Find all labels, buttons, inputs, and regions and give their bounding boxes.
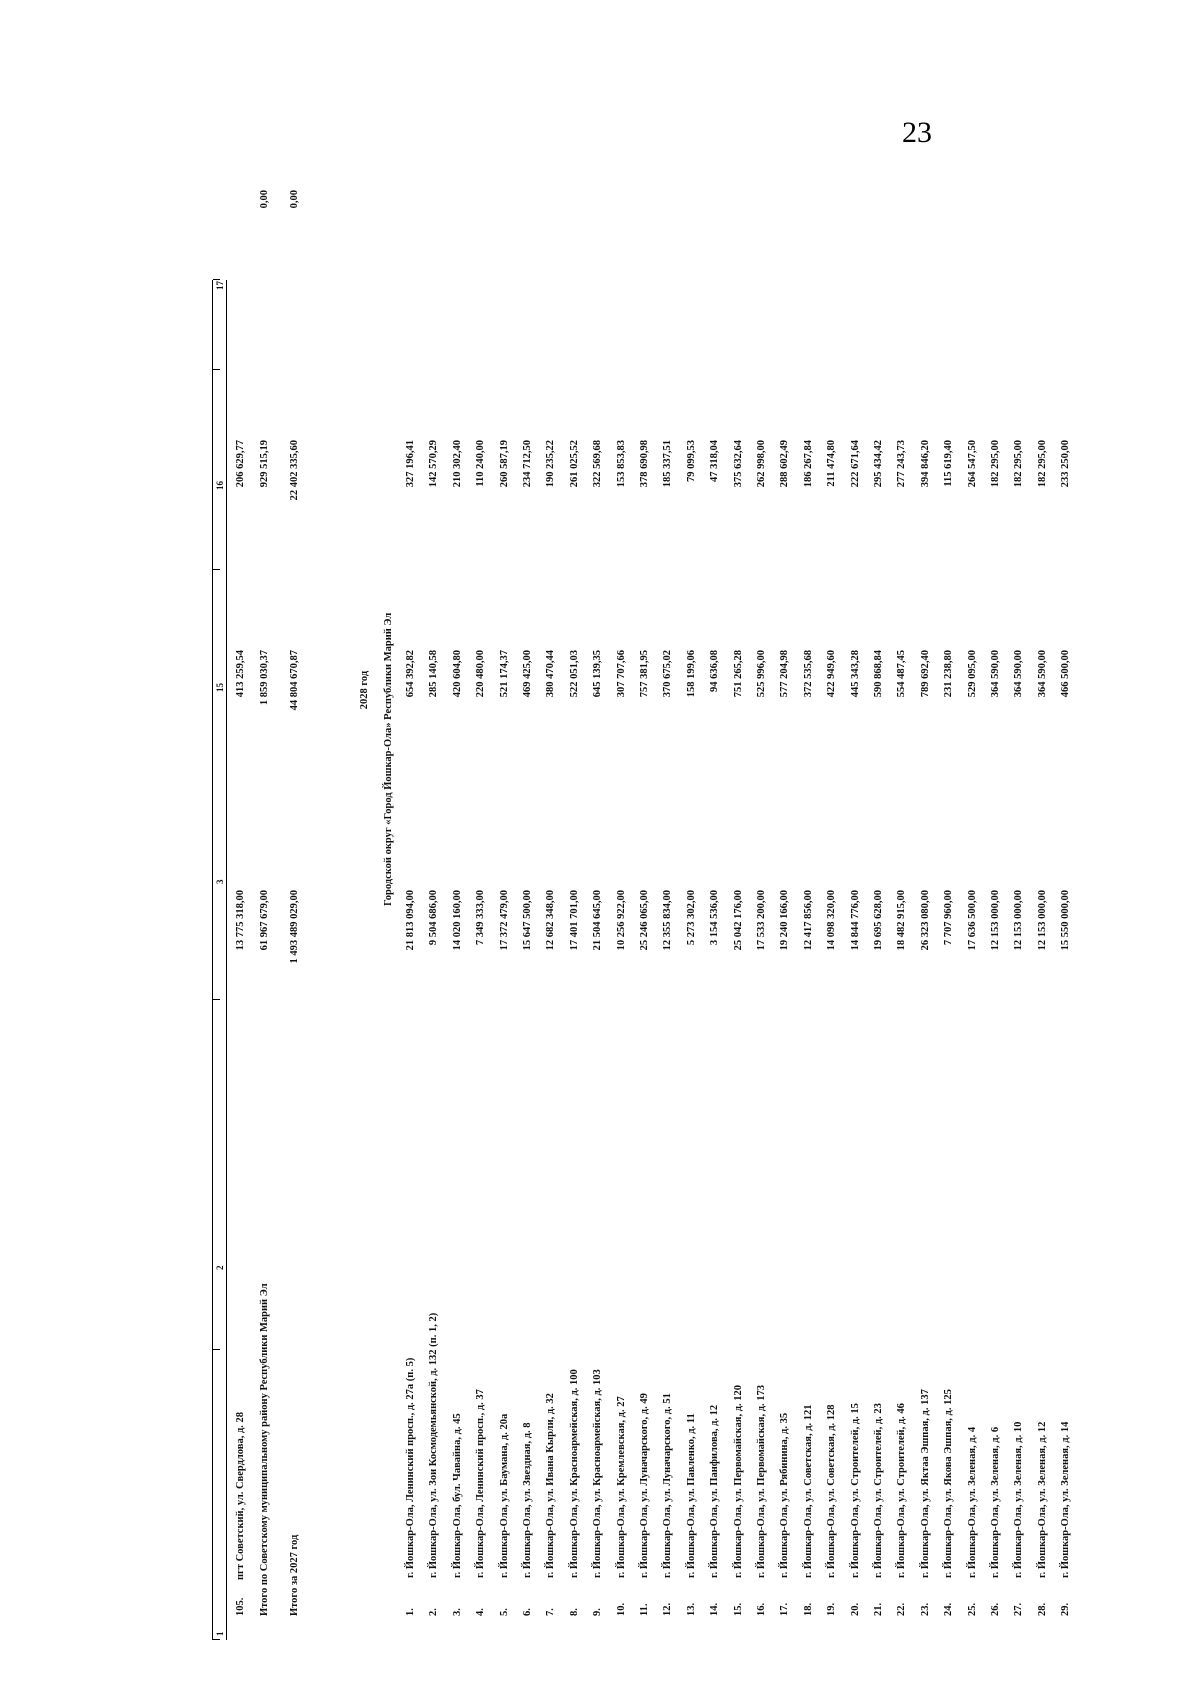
row-col-16: 182 295,00 bbox=[1037, 440, 1048, 488]
row-number: 27. bbox=[1013, 1602, 1024, 1616]
row-col-16: 47 318,04 bbox=[709, 440, 720, 482]
header-divider bbox=[213, 1349, 220, 1350]
row-col-16: 182 295,00 bbox=[990, 440, 1001, 488]
row-number: 105. bbox=[235, 1597, 246, 1616]
row-col-3: 25 246 065,00 bbox=[639, 890, 650, 951]
row-col-3: 21 504 645,00 bbox=[592, 890, 603, 951]
row-col-3: 61 967 679,00 bbox=[259, 890, 270, 951]
row-address: Итого по Советскому муниципальному району Республики Марий Эл bbox=[259, 1283, 270, 1616]
row-col-3: 19 695 628,00 bbox=[873, 890, 884, 951]
row-col-3: 15 647 500,00 bbox=[522, 890, 533, 951]
row-col-3: 7 349 333,00 bbox=[475, 890, 486, 946]
row-number: 25. bbox=[967, 1602, 978, 1616]
header-divider bbox=[213, 999, 220, 1000]
row-col-3: 13 775 318,00 bbox=[235, 890, 246, 951]
row-col-3: 12 355 834,00 bbox=[662, 890, 673, 951]
row-address: г. Йошкар-Ола, ул. Зои Космодемьянской, д. 132 (п. 1, 2) bbox=[428, 1312, 439, 1578]
column-header-16: 16 bbox=[215, 481, 225, 490]
row-col-15: 525 996,00 bbox=[756, 650, 767, 698]
row-col-16: 929 515,19 bbox=[259, 440, 270, 488]
row-col-15: 654 392,82 bbox=[405, 650, 416, 698]
row-col-15: 522 051,03 bbox=[569, 650, 580, 698]
column-header-17: 17 bbox=[215, 281, 225, 290]
row-col-15: 307 707,66 bbox=[616, 650, 627, 698]
row-col-15: 158 199,06 bbox=[686, 650, 697, 698]
row-address: г. Йошкар-Ола, ул. Красноармейская, д. 103 bbox=[592, 1369, 603, 1578]
row-col-15: 757 381,95 bbox=[639, 650, 650, 698]
district-heading: Городской округ «Город Йошкар-Ола» Республики Марий Эл bbox=[383, 612, 394, 906]
row-col-15: 285 140,58 bbox=[428, 650, 439, 698]
row-number: 23. bbox=[920, 1602, 931, 1616]
row-col-16: 234 712,50 bbox=[522, 440, 533, 488]
row-col-15: 521 174,37 bbox=[499, 650, 510, 698]
row-address: г. Йошкар-Ола, ул. Баумана, д. 20а bbox=[499, 1413, 510, 1578]
row-col-16: 22 402 335,60 bbox=[289, 440, 300, 501]
header-divider bbox=[213, 279, 220, 280]
row-address: г. Йошкар-Ола, ул. Зеленая, д. 4 bbox=[967, 1426, 978, 1578]
row-col-16: 115 619,40 bbox=[943, 440, 954, 487]
row-col-16: 142 570,29 bbox=[428, 440, 439, 488]
row-col-3: 19 240 166,00 bbox=[779, 890, 790, 951]
row-number: 21. bbox=[873, 1602, 884, 1616]
row-col-3: 12 153 000,00 bbox=[990, 890, 1001, 951]
row-number: 29. bbox=[1060, 1602, 1071, 1616]
row-col-3: 26 323 080,00 bbox=[920, 890, 931, 951]
row-number: 2. bbox=[428, 1608, 439, 1616]
row-col-15: 220 480,00 bbox=[475, 650, 486, 698]
row-col-16: 288 602,49 bbox=[779, 440, 790, 488]
row-address: г. Йошкар-Ола, ул. Первомайская, д. 173 bbox=[756, 1384, 767, 1578]
row-col-16: 185 337,51 bbox=[662, 440, 673, 488]
row-number: 4. bbox=[475, 1608, 486, 1616]
row-address: г. Йошкар-Ола, ул. Зеленая, д. 6 bbox=[990, 1426, 1001, 1578]
row-col-16: 190 235,22 bbox=[545, 440, 556, 488]
row-col-17: 0,00 bbox=[259, 190, 270, 209]
row-number: 20. bbox=[850, 1602, 861, 1616]
row-col-16: 233 250,00 bbox=[1060, 440, 1071, 488]
row-address: г. Йошкар-Ола, ул. Якова Эшпая, д. 125 bbox=[943, 1389, 954, 1578]
row-col-15: 364 590,00 bbox=[1037, 650, 1048, 698]
row-col-16: 79 099,53 bbox=[686, 440, 697, 482]
row-number: 3. bbox=[452, 1608, 463, 1616]
row-col-15: 645 139,35 bbox=[592, 650, 603, 698]
row-col-16: 222 671,64 bbox=[850, 440, 861, 488]
row-col-15: 445 343,28 bbox=[850, 650, 861, 698]
row-col-15: 94 636,08 bbox=[709, 650, 720, 692]
row-number: 15. bbox=[733, 1602, 744, 1616]
header-bottom-rule bbox=[226, 280, 227, 1640]
row-address: г. Йошкар-Ола, ул. Первомайская, д. 120 bbox=[733, 1384, 744, 1578]
row-address: г. Йошкар-Ола, бул. Чавайна, д. 45 bbox=[452, 1413, 463, 1578]
header-top-rule bbox=[212, 280, 213, 1640]
row-col-15: 751 265,28 bbox=[733, 650, 744, 698]
row-col-3: 15 550 000,00 bbox=[1060, 890, 1071, 951]
row-col-16: 277 243,73 bbox=[896, 440, 907, 488]
row-col-15: 789 692,40 bbox=[920, 650, 931, 698]
row-col-3: 18 482 915,00 bbox=[896, 890, 907, 951]
row-col-3: 3 154 536,00 bbox=[709, 890, 720, 946]
row-address: г. Йошкар-Ола, ул. Строителей, д. 15 bbox=[850, 1403, 861, 1578]
row-address: г. Йошкар-Ола, ул. Советская, д. 121 bbox=[803, 1404, 814, 1578]
row-col-3: 9 504 686,00 bbox=[428, 890, 439, 946]
row-col-15: 466 500,00 bbox=[1060, 650, 1071, 698]
row-col-3: 10 256 922,00 bbox=[616, 890, 627, 951]
row-address: г. Йошкар-Ола, ул. Луначарского, д. 49 bbox=[639, 1393, 650, 1578]
row-col-16: 262 998,00 bbox=[756, 440, 767, 488]
row-col-15: 422 949,60 bbox=[826, 650, 837, 698]
row-address: г. Йошкар-Ола, ул. Рябинина, д. 35 bbox=[779, 1412, 790, 1578]
row-col-15: 44 804 670,87 bbox=[289, 650, 300, 711]
column-header-1: 1 bbox=[215, 1631, 225, 1636]
row-col-16: 378 690,98 bbox=[639, 440, 650, 488]
row-number: 11. bbox=[639, 1603, 650, 1616]
row-address: г. Йошкар-Ола, ул. Зеленая, д. 14 bbox=[1060, 1421, 1071, 1578]
row-col-15: 372 535,68 bbox=[803, 650, 814, 698]
row-address: г. Йошкар-Ола, ул. Кремлевская, д. 27 bbox=[616, 1396, 627, 1578]
row-number: 1. bbox=[405, 1608, 416, 1616]
row-address: Итого за 2027 год bbox=[289, 1534, 300, 1616]
row-address: г. Йошкар-Ола, ул. Строителей, д. 23 bbox=[873, 1403, 884, 1578]
row-col-16: 206 629,77 bbox=[235, 440, 246, 488]
row-col-16: 182 295,00 bbox=[1013, 440, 1024, 488]
row-number: 18. bbox=[803, 1602, 814, 1616]
row-col-15: 364 590,00 bbox=[990, 650, 1001, 698]
page-number: 23 bbox=[902, 116, 932, 149]
row-address: г. Йошкар-Ола, ул. Советская, д. 128 bbox=[826, 1404, 837, 1578]
row-col-16: 375 632,64 bbox=[733, 440, 744, 488]
row-address: г. Йошкар-Ола, Ленинский просп., д. 37 bbox=[475, 1389, 486, 1578]
row-col-3: 14 098 320,00 bbox=[826, 890, 837, 951]
row-col-16: 327 196,41 bbox=[405, 440, 416, 488]
row-number: 17. bbox=[779, 1602, 790, 1616]
header-divider bbox=[213, 369, 220, 370]
row-address: пгт Советский, ул. Свердлова, д. 28 bbox=[235, 1411, 246, 1580]
column-header-15: 15 bbox=[215, 683, 225, 692]
row-address: г. Йошкар-Ола, ул. Зеленая, д. 10 bbox=[1013, 1421, 1024, 1578]
row-col-15: 380 470,44 bbox=[545, 650, 556, 698]
header-divider bbox=[213, 569, 220, 570]
row-number: 24. bbox=[943, 1602, 954, 1616]
row-col-15: 590 868,84 bbox=[873, 650, 884, 698]
row-col-15: 577 204,98 bbox=[779, 650, 790, 698]
row-col-16: 322 569,68 bbox=[592, 440, 603, 488]
column-header-3: 3 bbox=[215, 879, 225, 884]
row-col-3: 17 401 701,00 bbox=[569, 890, 580, 951]
row-address: г. Йошкар-Ола, ул. Ивана Кырли, д. 32 bbox=[545, 1393, 556, 1578]
row-number: 6. bbox=[522, 1608, 533, 1616]
row-number: 19. bbox=[826, 1602, 837, 1616]
row-col-17: 0,00 bbox=[289, 190, 300, 209]
row-col-16: 295 434,42 bbox=[873, 440, 884, 488]
row-col-16: 264 547,50 bbox=[967, 440, 978, 488]
row-number: 14. bbox=[709, 1602, 720, 1616]
row-number: 28. bbox=[1037, 1602, 1048, 1616]
row-col-16: 186 267,84 bbox=[803, 440, 814, 488]
row-number: 10. bbox=[616, 1602, 627, 1616]
row-col-15: 231 238,80 bbox=[943, 650, 954, 698]
row-col-3: 17 636 500,00 bbox=[967, 890, 978, 951]
row-number: 7. bbox=[545, 1608, 556, 1616]
row-col-15: 529 095,00 bbox=[967, 650, 978, 698]
row-address: г. Йошкар-Ола, ул. Луначарского, д. 51 bbox=[662, 1393, 673, 1578]
row-col-16: 211 474,80 bbox=[826, 440, 837, 487]
rotated-table-page bbox=[212, 140, 1112, 1640]
row-number: 26. bbox=[990, 1602, 1001, 1616]
row-address: г. Йошкар-Ола, ул. Строителей, д. 46 bbox=[896, 1403, 907, 1578]
row-col-16: 110 240,00 bbox=[475, 440, 486, 487]
row-number: 9. bbox=[592, 1608, 603, 1616]
row-col-16: 261 025,52 bbox=[569, 440, 580, 488]
year-heading: 2028 год bbox=[359, 670, 370, 710]
row-col-3: 12 153 000,00 bbox=[1037, 890, 1048, 951]
column-header-2: 2 bbox=[215, 1265, 225, 1270]
row-col-3: 14 844 776,00 bbox=[850, 890, 861, 951]
header-divider bbox=[213, 1639, 220, 1640]
row-number: 16. bbox=[756, 1602, 767, 1616]
row-col-16: 260 587,19 bbox=[499, 440, 510, 488]
row-col-3: 14 020 160,00 bbox=[452, 890, 463, 951]
row-col-3: 5 273 302,00 bbox=[686, 890, 697, 946]
row-col-15: 370 675,02 bbox=[662, 650, 673, 698]
row-col-15: 413 259,54 bbox=[235, 650, 246, 698]
row-number: 22. bbox=[896, 1602, 907, 1616]
row-col-3: 12 417 856,00 bbox=[803, 890, 814, 951]
row-col-3: 17 533 200,00 bbox=[756, 890, 767, 951]
row-col-3: 7 707 960,00 bbox=[943, 890, 954, 946]
row-col-15: 554 487,45 bbox=[896, 650, 907, 698]
row-col-16: 153 853,83 bbox=[616, 440, 627, 488]
row-col-15: 469 425,00 bbox=[522, 650, 533, 698]
row-address: г. Йошкар-Ола, Ленинский просп., д. 27а (п. 5) bbox=[405, 1357, 416, 1578]
row-col-16: 210 302,40 bbox=[452, 440, 463, 488]
row-address: г. Йошкар-Ола, ул. Звездная, д. 8 bbox=[522, 1422, 533, 1578]
row-col-3: 25 042 176,00 bbox=[733, 890, 744, 951]
row-col-3: 1 493 489 029,00 bbox=[289, 890, 300, 964]
row-col-3: 12 153 000,00 bbox=[1013, 890, 1024, 951]
row-col-16: 394 846,20 bbox=[920, 440, 931, 488]
row-col-15: 364 590,00 bbox=[1013, 650, 1024, 698]
row-number: 13. bbox=[686, 1602, 697, 1616]
row-address: г. Йошкар-Ола, ул. Красноармейская, д. 100 bbox=[569, 1369, 580, 1578]
row-address: г. Йошкар-Ола, ул. Зеленая, д. 12 bbox=[1037, 1421, 1048, 1578]
row-col-3: 17 372 479,00 bbox=[499, 890, 510, 951]
row-number: 5. bbox=[499, 1608, 510, 1616]
row-col-15: 420 604,80 bbox=[452, 650, 463, 698]
row-col-3: 21 813 094,00 bbox=[405, 890, 416, 951]
row-address: г. Йошкар-Ола, ул. Яктаа Эшпая, д. 137 bbox=[920, 1389, 931, 1578]
row-col-15: 1 859 030,37 bbox=[259, 650, 270, 706]
row-number: 8. bbox=[569, 1608, 580, 1616]
row-address: г. Йошкар-Ола, ул. Панфилова, д. 12 bbox=[709, 1404, 720, 1578]
row-number: 12. bbox=[662, 1602, 673, 1616]
row-address: г. Йошкар-Ола, ул. Павленко, д. 11 bbox=[686, 1413, 697, 1578]
row-col-3: 12 682 348,00 bbox=[545, 890, 556, 951]
